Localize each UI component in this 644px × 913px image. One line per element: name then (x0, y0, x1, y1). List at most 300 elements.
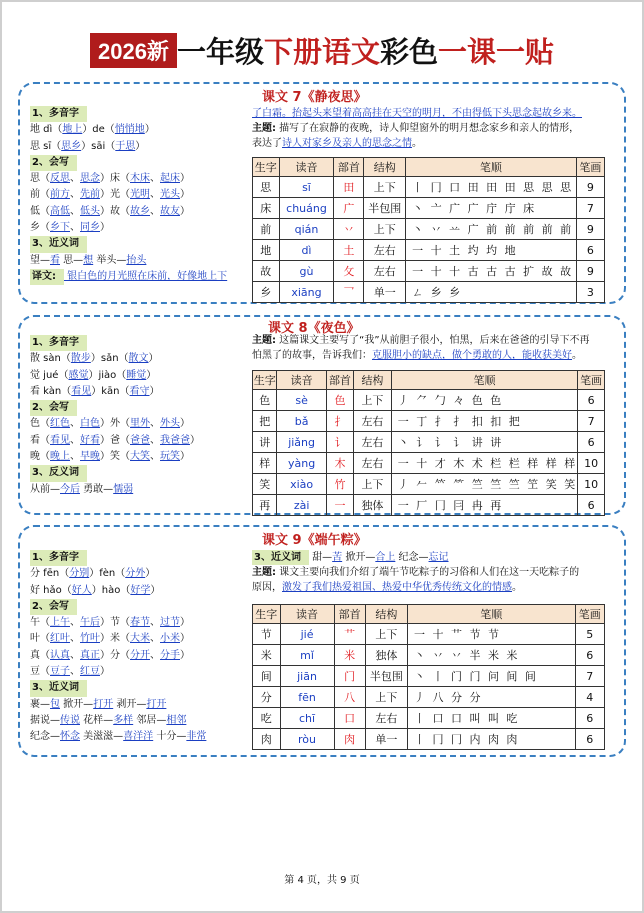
column-header: 部首 (326, 371, 353, 390)
char-cell: 把 (253, 411, 277, 432)
table-row (253, 624, 605, 645)
theme-line (252, 121, 582, 136)
stroke-order-cell: 一 十 土 圴 圴 地 (406, 240, 577, 261)
text: 看 kàn（ (30, 385, 72, 397)
text: 美滋滋— (80, 731, 124, 743)
table-row (253, 240, 605, 261)
structure-cell: 左右 (364, 240, 406, 261)
answer-text: 好学 (130, 584, 151, 596)
text: ）床（ (100, 173, 130, 185)
stroke-order-cell: 丿 ⺈ 勹 々 色 色 (391, 390, 577, 411)
text: ） (180, 205, 190, 217)
char-cell: 乡 (253, 282, 280, 303)
stroke-count-cell: 3 (576, 282, 604, 303)
answer-text: 怀念 (60, 731, 80, 743)
answer-text: 光明 (130, 189, 150, 201)
radical-cell: 肉 (334, 729, 365, 750)
note-heading (30, 680, 206, 696)
note-heading (30, 550, 206, 566)
stroke-count-cell: 6 (575, 708, 604, 729)
answer-text: 散步 (70, 353, 91, 365)
char-cell: 节 (253, 624, 281, 645)
heading-label: 1、多音字 (30, 106, 87, 122)
text: ） (180, 649, 190, 661)
theme-line (252, 333, 590, 348)
text: ） (180, 617, 190, 629)
answer-text: 高低 (50, 205, 70, 217)
structure-cell: 独体 (354, 495, 392, 516)
answer-text: 非常 (186, 731, 207, 743)
note-row (30, 351, 200, 367)
note-row (30, 220, 227, 236)
radical-cell: 木 (326, 453, 353, 474)
char-cell: 床 (253, 198, 280, 219)
answer-text: 悄悄地 (114, 124, 145, 136)
structure-cell: 单一 (365, 729, 407, 750)
char-cell: 再 (253, 495, 277, 516)
stroke-count-cell: 10 (578, 453, 605, 474)
pinyin-cell: chī (280, 708, 334, 729)
text: 散 sàn（ (30, 353, 71, 365)
section-head: 3、近义词 (252, 550, 309, 565)
radical-cell: 土 (334, 240, 364, 261)
answer-text: 分开 (130, 649, 150, 661)
title-part4: 一课一贴 (437, 35, 554, 69)
radical-cell: 八 (334, 687, 365, 708)
column-header: 笔顺 (407, 605, 575, 624)
lesson-8-theme (252, 333, 590, 363)
text: 思 sī（ (30, 140, 62, 152)
answer-text: 喜洋洋 (123, 731, 154, 743)
text: ）分（ (100, 649, 130, 661)
answer-text: 故友 (160, 205, 180, 217)
stroke-order-cell: 一 厂 冂 冃 冉 再 (391, 495, 577, 516)
char-cell: 故 (253, 261, 280, 282)
answer-text: 包 (50, 698, 60, 710)
note-heading (30, 465, 200, 481)
note-row (30, 122, 227, 138)
table-row (253, 645, 605, 666)
heading-label: 2、会写 (30, 599, 77, 615)
text: ）笑（ (100, 451, 130, 463)
text: ） (100, 666, 110, 678)
text: 、 (70, 205, 80, 217)
table-row (253, 474, 605, 495)
text: 低（ (30, 205, 50, 217)
stroke-order-cell: 丨 冂 口 田 田 田 思 思 思 (406, 177, 577, 198)
lesson-9-notes (30, 550, 206, 746)
heading-label: 2、会写 (30, 155, 77, 171)
column-header: 笔画 (576, 158, 604, 177)
stroke-count-cell: 10 (578, 474, 605, 495)
text: ） (180, 189, 190, 201)
note-heading (30, 335, 200, 351)
answer-text: 激发了我们热爱祖国、热爱中华优秀传统文化的情感 (282, 582, 512, 593)
note-row (30, 368, 200, 384)
answer-text: 红豆 (80, 666, 100, 678)
text: 掀开— (60, 698, 94, 710)
answer-text: 豆子 (50, 666, 70, 678)
radical-cell: 竹 (326, 474, 353, 495)
text: ）米（ (100, 633, 130, 645)
structure-cell: 半包围 (365, 666, 407, 687)
text: 据说— (30, 714, 60, 726)
stroke-count-cell: 7 (578, 411, 605, 432)
note-row (30, 713, 206, 729)
text: ）爸（ (100, 434, 130, 446)
text: 、 (70, 418, 80, 430)
note-heading (30, 599, 206, 615)
answer-text: 散文 (128, 353, 149, 365)
table-header-row (253, 605, 605, 624)
title-part1: 一年级 (176, 35, 264, 69)
structure-cell: 上下 (354, 390, 392, 411)
answer-text: 苦 (332, 552, 343, 563)
heading-label: 2、会写 (30, 400, 77, 416)
lesson-8-title: 课文 8《夜色》 (268, 321, 360, 336)
note-row (30, 384, 200, 400)
note-row (30, 253, 227, 269)
answer-text: 爸爸 (130, 434, 150, 446)
text: ） (148, 353, 159, 365)
text: 裹— (30, 698, 50, 710)
radical-cell: 一 (326, 495, 353, 516)
text: 、 (150, 173, 160, 185)
text: 前（ (30, 189, 50, 201)
answer-text: 晚上 (50, 451, 70, 463)
answer-text: 相邻 (166, 714, 187, 726)
column-header: 笔顺 (391, 371, 577, 390)
answer-text: 白色 (80, 418, 100, 430)
note-row (30, 204, 227, 220)
note-row (30, 433, 200, 449)
text: 表达了 (252, 138, 282, 149)
answer-text: 于思 (115, 140, 136, 152)
table-header-row (253, 371, 605, 390)
answer-text: 地上 (62, 124, 83, 136)
char-cell: 肉 (253, 729, 281, 750)
answer-text: 睡觉 (126, 369, 147, 381)
column-header: 笔画 (578, 371, 605, 390)
heading-label: 3、近义词 (30, 236, 87, 252)
answer-text: 诗人对家乡及亲人的思念之情 (282, 138, 412, 149)
table-header-row (253, 158, 605, 177)
text: 豆（ (30, 666, 50, 678)
text: ） (149, 385, 160, 397)
text: 午（ (30, 617, 50, 629)
title-part3: 彩色 (379, 35, 438, 69)
text: ）外（ (100, 418, 130, 430)
text: 、 (70, 451, 80, 463)
pinyin-cell: xiāng (279, 282, 334, 303)
text: 、 (70, 173, 80, 185)
text: 地 dì（ (30, 124, 63, 136)
text: 举头— (93, 254, 127, 266)
text: 、 (150, 434, 160, 446)
text: ） (145, 568, 156, 580)
answer-text: 看见 (50, 434, 70, 446)
column-header: 结构 (365, 605, 407, 624)
column-header: 读音 (277, 371, 326, 390)
answer-text: 前方 (50, 189, 70, 201)
text: 纪念— (30, 731, 60, 743)
pinyin-cell: jiān (280, 666, 334, 687)
structure-cell: 上下 (364, 177, 406, 198)
pinyin-cell: qián (279, 219, 334, 240)
answer-text: 竹叶 (80, 633, 100, 645)
text: ）hào（ (91, 584, 131, 596)
table-row (253, 411, 605, 432)
char-cell: 吃 (253, 708, 281, 729)
structure-cell: 单一 (364, 282, 406, 303)
table-row (253, 177, 605, 198)
text: 色（ (30, 418, 50, 430)
stroke-count-cell: 6 (576, 240, 604, 261)
answer-text: 今后 (60, 483, 80, 495)
answer-text: 小米 (160, 633, 180, 645)
text: ）sǎn（ (90, 353, 129, 365)
note-row (30, 482, 200, 498)
text: 、 (150, 633, 160, 645)
text: 真（ (30, 649, 50, 661)
label-text: 主题: (252, 567, 276, 578)
answer-text: 传说 (60, 714, 80, 726)
table-row (253, 666, 605, 687)
answer-text: 木床 (130, 173, 150, 185)
answer-text: 早晚 (80, 451, 100, 463)
table-row (253, 282, 605, 303)
column-header: 生字 (253, 371, 277, 390)
radical-cell: 艹 (334, 624, 365, 645)
radical-cell: 讠 (326, 432, 353, 453)
answer-text: 外头 (160, 418, 180, 430)
text: ）光（ (100, 189, 130, 201)
heading-label: 1、多音字 (30, 550, 87, 566)
stroke-count-cell: 9 (576, 219, 604, 240)
text: 好 hǎo（ (30, 584, 72, 596)
note-row (30, 449, 200, 465)
stroke-order-cell: 一 十 才 木 术 栏 栏 样 样 样 (391, 453, 577, 474)
note-row (30, 566, 206, 582)
text: 。 (512, 582, 522, 593)
note-row (30, 583, 206, 599)
lesson-8-notes (30, 335, 200, 498)
label-text: 主题: (252, 335, 276, 346)
text: 怕黑了的故事，告诉我们： (252, 350, 372, 361)
text: ） (180, 633, 190, 645)
text: 、 (150, 189, 160, 201)
column-header: 结构 (354, 371, 392, 390)
answer-text: 银白色的月光照在床前，好像地上下 (64, 270, 228, 282)
lesson-8-char-table (252, 370, 605, 516)
structure-cell: 上下 (364, 219, 406, 240)
answer-text: 乡下 (50, 222, 70, 234)
answer-text: 上午 (50, 617, 70, 629)
table-row (253, 453, 605, 474)
note-row (30, 139, 227, 155)
column-header: 部首 (334, 605, 365, 624)
radical-cell: 米 (334, 645, 365, 666)
pinyin-cell: xiào (277, 474, 326, 495)
radical-cell: 色 (326, 390, 353, 411)
text: 描写了在寂静的夜晚，诗人仰望窗外的明月想念家乡和亲人的情形， (276, 123, 580, 134)
structure-cell: 上下 (365, 687, 407, 708)
pinyin-cell: zài (277, 495, 326, 516)
answer-text: 红叶 (50, 633, 70, 645)
pinyin-cell: gù (279, 261, 334, 282)
theme-line (252, 565, 579, 580)
table-row (253, 432, 605, 453)
stroke-order-cell: 一 十 艹 节 节 (407, 624, 575, 645)
structure-cell: 左右 (354, 411, 392, 432)
answer-text: 抬头 (126, 254, 147, 266)
char-cell: 米 (253, 645, 281, 666)
theme-line (252, 550, 579, 565)
stroke-order-cell: 丨 口 口 叫 叫 吃 (407, 708, 575, 729)
text: ） (144, 124, 155, 136)
text: 觉 jué（ (30, 369, 69, 381)
answer-text: 春节 (130, 617, 150, 629)
char-cell: 地 (253, 240, 280, 261)
text: ）fèn（ (89, 568, 126, 580)
char-cell: 样 (253, 453, 277, 474)
answer-text: 起床 (160, 173, 180, 185)
answer-text: 红色 (50, 418, 70, 430)
column-header: 笔画 (575, 605, 604, 624)
note-row (30, 416, 200, 432)
answer-text: 大笑 (130, 451, 150, 463)
answer-text: 午后 (80, 617, 100, 629)
text: ） (180, 418, 190, 430)
answer-text: 思乡 (61, 140, 82, 152)
pinyin-cell: ròu (280, 729, 334, 750)
text: 思（ (30, 173, 50, 185)
note-row (30, 697, 206, 713)
text: 分 fēn（ (30, 568, 70, 580)
text: 十分— (153, 731, 187, 743)
year-badge: 2026新 (90, 33, 177, 68)
note-row (30, 269, 227, 285)
char-cell: 分 (253, 687, 281, 708)
pinyin-cell: sī (279, 177, 334, 198)
answer-text: 忘记 (428, 552, 449, 563)
structure-cell: 上下 (365, 624, 407, 645)
answer-text: 打开 (93, 698, 114, 710)
structure-cell: 半包围 (364, 198, 406, 219)
lesson-7-char-table (252, 157, 605, 303)
stroke-count-cell: 9 (576, 261, 604, 282)
text: ）jiào（ (88, 369, 127, 381)
text: ） (100, 222, 110, 234)
char-cell: 间 (253, 666, 281, 687)
text: 纪念— (395, 552, 429, 563)
answer-text: 克服胆小的缺点，做个勇敢的人，能收获美好 (372, 350, 572, 361)
text: 、 (70, 666, 80, 678)
answer-text: 反思 (50, 173, 70, 185)
radical-cell: 扌 (326, 411, 353, 432)
answer-text: 好看 (80, 434, 100, 446)
structure-cell: 上下 (354, 474, 392, 495)
text: ） (150, 584, 161, 596)
answer-text: 多样 (113, 714, 134, 726)
lesson-7-title: 课文 7《静夜思》 (262, 90, 367, 105)
text: 。 (412, 138, 422, 149)
column-header: 部首 (334, 158, 364, 177)
note-heading (30, 236, 227, 252)
table-row (253, 390, 605, 411)
pinyin-cell: mǐ (280, 645, 334, 666)
text: 、 (70, 633, 80, 645)
label-text: 主题: (252, 123, 276, 134)
heading-label: 3、反义词 (30, 465, 87, 481)
char-cell: 色 (253, 390, 277, 411)
lesson-9-theme (252, 550, 579, 595)
structure-cell: 左右 (365, 708, 407, 729)
structure-cell: 左右 (354, 432, 392, 453)
stroke-order-cell: 丶 丷 䒑 广 前 前 前 前 前 (406, 219, 577, 240)
text: 、 (150, 205, 160, 217)
pinyin-cell: dì (279, 240, 334, 261)
answer-text: 我爸爸 (160, 434, 190, 446)
answer-text: 玩笑 (160, 451, 180, 463)
stroke-order-cell: 丿 八 分 分 (407, 687, 575, 708)
pinyin-cell: jié (280, 624, 334, 645)
note-row (30, 664, 206, 680)
text: 、 (70, 222, 80, 234)
text: 掀开— (342, 552, 376, 563)
pinyin-cell: fēn (280, 687, 334, 708)
stroke-order-cell: 丿 𠂉 𥫗 ⺮ 竺 竺 竺 笁 笑 笑 (391, 474, 577, 495)
stroke-count-cell: 6 (578, 390, 605, 411)
theme-line (252, 348, 590, 363)
table-row (253, 708, 605, 729)
radical-cell: 门 (334, 666, 365, 687)
column-header: 笔顺 (406, 158, 577, 177)
radical-cell: 攵 (334, 261, 364, 282)
answer-text: 大米 (130, 633, 150, 645)
column-header: 读音 (280, 605, 334, 624)
text: ）kān（ (91, 385, 130, 397)
text: ）sāi（ (81, 140, 116, 152)
theme-line (252, 106, 582, 121)
theme-line (252, 136, 582, 151)
stroke-order-cell: 丨 冂 冂 内 肉 肉 (407, 729, 575, 750)
radical-cell: 广 (334, 198, 364, 219)
answer-text: 分别 (69, 568, 90, 580)
answer-text: 打开 (146, 698, 167, 710)
answer-text: 了白霜。抬起头来望着高高挂在天空的明月，不由得低下头思念起故乡来。 (252, 108, 582, 119)
lesson-9-char-table (252, 604, 605, 750)
char-cell: 笑 (253, 474, 277, 495)
text: 看（ (30, 434, 50, 446)
stroke-count-cell: 6 (578, 432, 605, 453)
answer-text: 分手 (160, 649, 180, 661)
structure-cell: 左右 (354, 453, 392, 474)
text: 、 (150, 418, 160, 430)
text: 甜— (308, 552, 333, 563)
answer-text: 看见 (71, 385, 92, 397)
text: 邻居— (133, 714, 167, 726)
text: 。 (572, 350, 582, 361)
answer-text: 分外 (125, 568, 146, 580)
text: ） (190, 434, 200, 446)
char-cell: 前 (253, 219, 280, 240)
pinyin-cell: sè (277, 390, 326, 411)
text: ）节（ (100, 617, 130, 629)
answer-text: 光头 (160, 189, 180, 201)
text: 、 (70, 434, 80, 446)
answer-text: 懦弱 (113, 483, 134, 495)
